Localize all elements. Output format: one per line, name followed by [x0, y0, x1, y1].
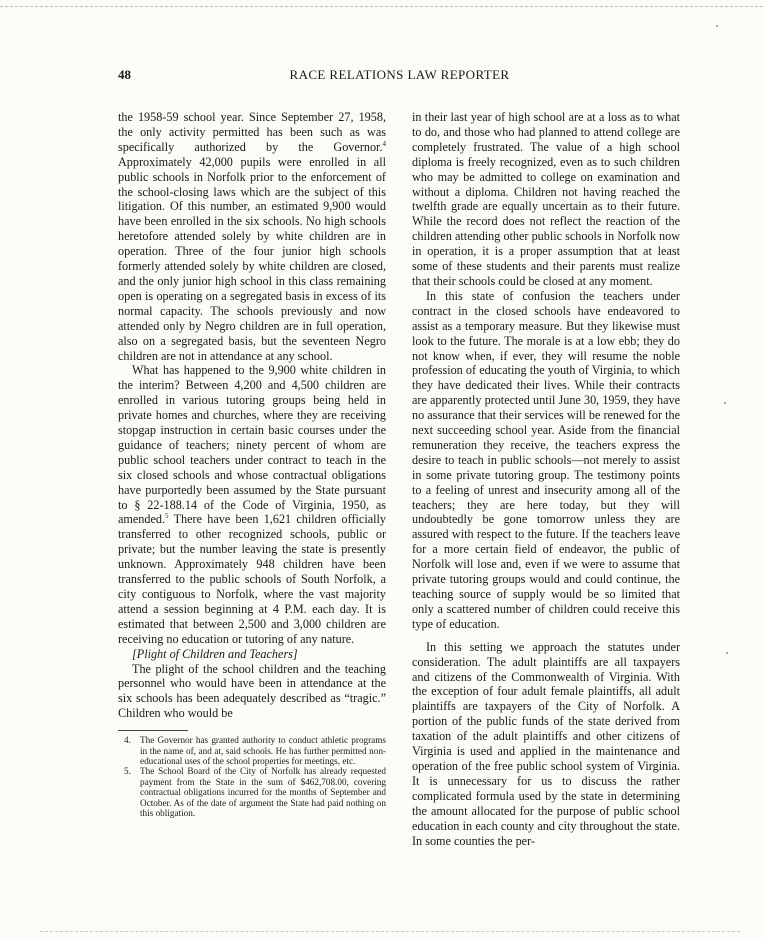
scan-speck [716, 25, 718, 27]
paragraph [118, 110, 386, 363]
footnote-text: The Governor has granted authority to conduct athletic programs in the name of, and at, said schools. He has further permitted non-educational uses of the school properties for meetings, etc. [140, 735, 386, 766]
paragraph: In this setting we approach the statutes under consideration. The adult plaintiffs are all taxpayers and citizens of the Commonwealth of Virginia. With the exception of four adult female plaintiffs, all adult plaintiffs are taxpayers of the City of Norfolk. A portion of the public funds of the state derived from taxation of the adult plaintiffs and other citizens of Virginia is used and applied in the maintenance and operation of the free public school system of Virginia. It is unnecessary for us to discuss the rather complicated formula used by the state in determining the amount allocated for the purpose of public school education in each county and city throughout the state. In some counties the per- [412, 639, 680, 848]
scan-speck [724, 402, 726, 404]
paragraph: in their last year of high school are at a loss as to what to do, and those who had planned to attend college are completely frustrated. The value of a high school diploma is freely recognized, even as to such children who may be admitted to college on examination and without a diploma. Children not having reached the twelfth grade are equally uncertain as to their future. While the record does not reflect the reaction of the children attending other public schools in Norfolk now in operation, it is a proper assumption that at least some of these students and their parents must realize that their schools could be closed at any moment. [412, 110, 680, 288]
paragraph-text: There have been 1,621 children officially transferred to other recognized schools, public or private; but the number leaving the state is presently unknown. Approximately 948 children have been transferred to the public schools of South Norfolk, a city contiguous to Norfolk, where the vast majority attend a session beginning at 4 P.M. each day. It is estimated that between 2,500 and 3,000 children are receiving no education or tutoring of any nature. [118, 512, 386, 646]
paragraph: The plight of the school children and the teaching personnel who would have been in attendance at the six schools has been adequately described as “tragic.” Children who would be [118, 661, 386, 721]
footnote [118, 766, 386, 818]
footnote-number: 5. [124, 766, 131, 777]
paragraph-text: What has happened to the 9,900 white children in the interim? Between 4,200 and 4,500 children are enrolled in various tutoring groups being held in private homes and churches, where they are receiving stopgap instruction in certain basic courses under the guidance of teachers; ninety percent of whom are public school teachers under contract to teach in the six closed schools and whose contractual obligations have purportedly been assumed by the State pursuant to § 22-188.14 of the Code of Virginia, 1950, as amended. [118, 363, 386, 527]
page-number: 48 [118, 67, 131, 82]
footnotes [118, 735, 386, 818]
page-header [118, 67, 681, 85]
section-heading: [Plight of Children and Teachers] [132, 646, 298, 661]
page-bottom-edge [40, 931, 740, 932]
scan-speck [726, 652, 728, 654]
paragraph-text: Approximately 42,000 pupils were enrolled in all public schools in Norfolk prior to the enforcement of the school-closing laws which are the subject of this litigation. Of this number, an estimated 9,900 would have been enrolled in the six schools. No high schools heretofore attended solely by white children are in operation. Three of the four junior high schools formerly attended solely by white children are closed, and the only junior high school in this class remaining open is operating on a segregated basis in excess of its normal capacity. The schools previously and now attended only by Negro children are in full operation, also on a segregated basis, but the seventeen Negro children are not in attendance at any school. [118, 154, 386, 363]
running-head: RACE RELATIONS LAW REPORTER [289, 67, 510, 82]
footnote-text: The School Board of the City of Norfolk has already requested payment from the State in the sum of $462,708.00, covering contractual obligations incurred for the months of September and October. As of the date of argument the State had paid nothing on this obligation. [140, 766, 386, 818]
paragraph-text: the 1958-59 school year. Since September 27, 1958, the only activity permitted has been such as was specifically authorized by the Governor. [118, 110, 386, 154]
footnote-ref: 5 [165, 512, 169, 521]
paragraph [118, 363, 386, 646]
left-column [118, 110, 386, 818]
footnote-divider [118, 730, 188, 731]
right-column [412, 110, 680, 848]
footnote-number: 4. [124, 735, 131, 746]
paragraph: In this state of confusion the teachers under contract in the closed schools have endeavored to assist as a temporary measure. But they likewise must look to the future. The morale is at a low ebb; they do not know when, if ever, they will resume the noble profession of educating the youth of Virginia, to which they have dedicated their lives. While their contracts are apparently protected until June 30, 1959, they have no assurance that their services will be renewed for the next succeeding school year. Aside from the financial remuneration they receive, the teachers express the desire to teach in public schools—not merely to assist in some private tutoring group. The testimony points to a feeling of unrest and insecurity among all of the teachers; they are here today, but they will undoubtedly be gone tomorrow unless they are assured with respect to the future. If the teachers leave for a more certain field of endeavor, the public of Norfolk will lose and, even if we were to assume that private tutoring groups would and could continue, the teaching source of supply would be so limited that only a scattered number of children could receive this type of education. [412, 288, 680, 631]
footnote-ref: 4 [382, 139, 386, 148]
footnote [118, 735, 386, 766]
page-top-edge [0, 6, 763, 7]
